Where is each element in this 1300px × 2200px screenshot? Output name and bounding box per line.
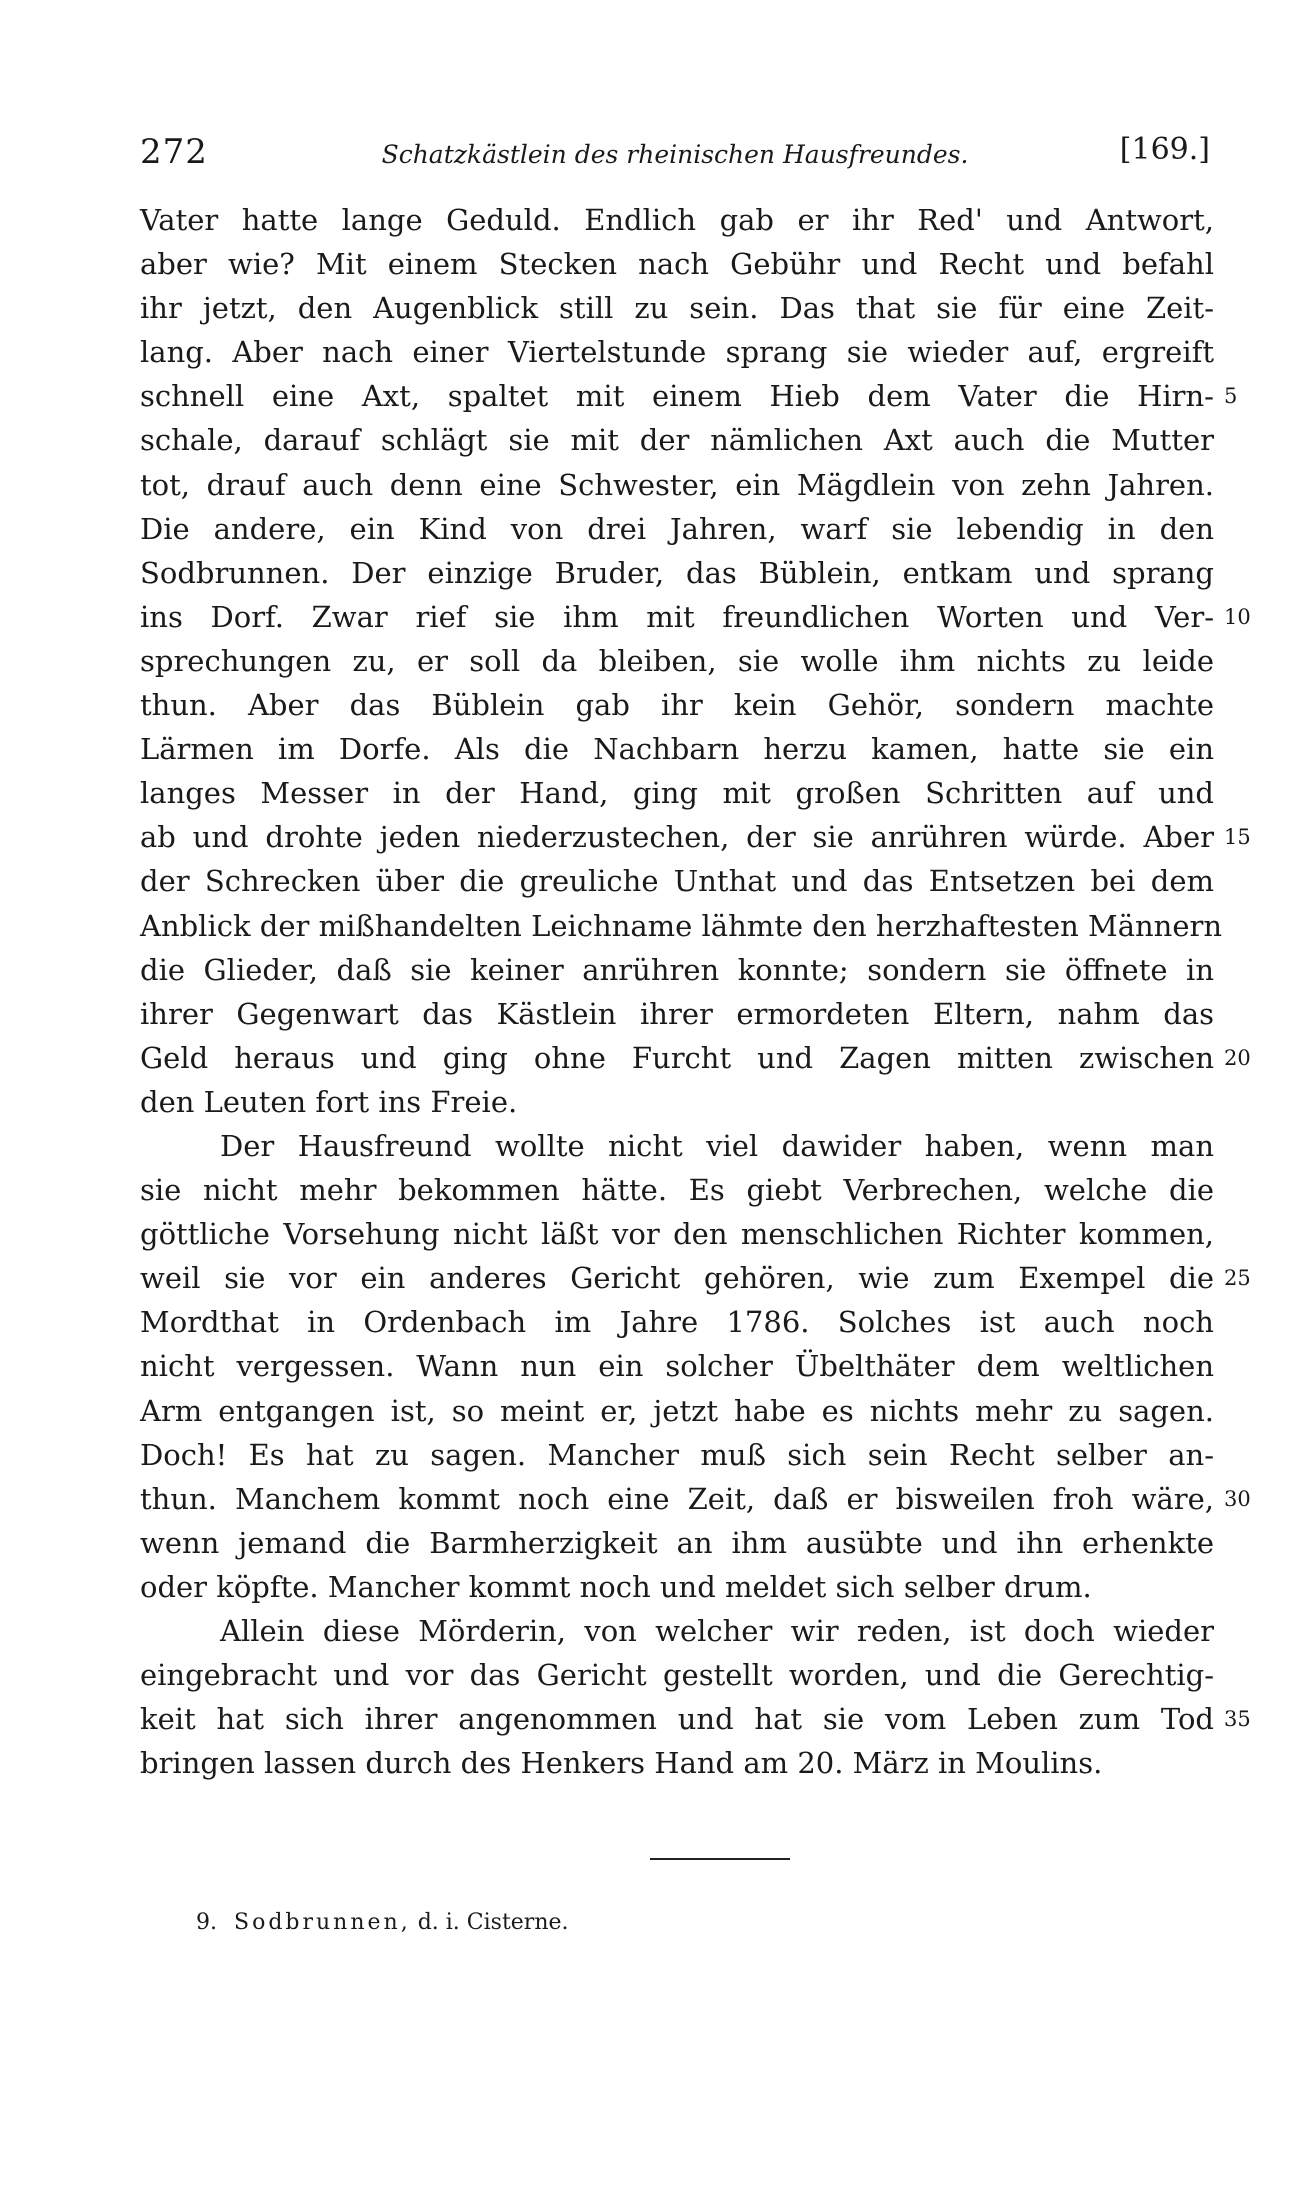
text-line [140, 1080, 1214, 1124]
text-line [140, 242, 1214, 286]
page-header [140, 132, 1210, 182]
line-text: Der Hausfreund wollte nicht viel dawider haben, wenn man [220, 1128, 1214, 1163]
text-line [140, 815, 1251, 859]
line-number: 10 [1224, 604, 1251, 629]
line-text: Geld heraus und ging ohne Furcht und Zagen mitten zwischen [140, 1040, 1214, 1075]
line-text: ins Dorf. Zwar rief sie ihm mit freundlichen Worten und Ver- [140, 599, 1214, 634]
text-line [140, 1300, 1214, 1344]
line-text: Allein diese Mörderin, von welcher wir reden, ist doch wieder [220, 1614, 1214, 1648]
line-text: die Glieder, daß sie keiner anrühren konnte; sondern sie öffnete in [140, 952, 1214, 987]
line-text: keit hat sich ihrer angenommen und hat sie vom Leben zum Tod [140, 1702, 1214, 1737]
text-line [140, 1389, 1214, 1433]
line-number: 25 [1224, 1266, 1251, 1291]
line-text: Arm entgangen ist, so meint er, jetzt habe es nichts mehr zu sagen. [140, 1393, 1214, 1428]
text-line [140, 418, 1214, 462]
text-line [140, 198, 1214, 242]
line-text: sie nicht mehr bekommen hätte. Es giebt Verbrechen, welche die [140, 1173, 1214, 1208]
text-line [140, 330, 1214, 374]
text-line [140, 374, 1238, 418]
line-text: ihr jetzt, den Augenblick still zu sein. Das that sie für eine Zeit- [140, 291, 1214, 326]
footnote-separator [650, 1858, 790, 1860]
text-line [140, 639, 1214, 683]
line-text: Sodbrunnen. Der einzige Bruder, das Büblein, entkam und sprang [140, 555, 1214, 590]
line-text: sprechungen zu, er soll da bleiben, sie wolle ihm nichts zu leide [140, 643, 1214, 678]
line-text: weil sie vor ein anderes Gericht gehören, wie zum Exempel die [140, 1261, 1214, 1296]
line-text: Mordthat in Ordenbach im Jahre 1786. Solches ist auch noch [140, 1305, 1214, 1340]
line-text: göttliche Vorsehung nicht läßt vor den menschlichen Richter kommen, [140, 1217, 1214, 1252]
line-text: tot, drauf auch denn eine Schwester, ein Mägdlein von zehn Jahren. [140, 467, 1214, 502]
text-line [140, 507, 1214, 551]
text-line [140, 1477, 1251, 1521]
line-text: Vater hatte lange Geduld. Endlich gab er ihr Red' und Antwort, [140, 203, 1214, 237]
line-number: 35 [1224, 1707, 1251, 1732]
text-line [140, 1168, 1214, 1212]
line-text: thun. Manchem kommt noch eine Zeit, daß er bisweilen froh wäre, [140, 1481, 1214, 1516]
line-text: langes Messer in der Hand, ging mit großen Schritten auf und [140, 776, 1214, 811]
text-line [140, 1741, 1214, 1785]
text-line [140, 286, 1214, 330]
footnote-term: Sodbrunnen, [234, 1910, 411, 1935]
text-line [140, 1521, 1214, 1565]
text-line [140, 683, 1214, 727]
text-line [140, 1124, 1214, 1168]
line-text: ihrer Gegenwart das Kästlein ihrer ermordeten Eltern, nahm das [140, 996, 1214, 1031]
page-number: 272 [140, 132, 208, 172]
text-line [140, 948, 1214, 992]
line-text: oder köpfte. Mancher kommt noch und meldet sich selber drum. [140, 1569, 1092, 1604]
line-text: eingebracht und vor das Gericht gestellt worden, und die Gerechtig- [140, 1658, 1214, 1693]
line-text: ab und drohte jeden niederzustechen, der sie anrühren würde. Aber [140, 820, 1214, 855]
text-line [140, 771, 1214, 815]
text-line [140, 595, 1251, 639]
footnote [196, 1910, 569, 1935]
text-line [140, 1212, 1214, 1256]
body-text [140, 198, 1251, 1785]
line-text: nicht vergessen. Wann nun ein solcher Übelthäter dem weltlichen [140, 1349, 1214, 1384]
line-number: 15 [1224, 825, 1251, 850]
line-text: thun. Aber das Büblein gab ihr kein Gehör, sondern machte [140, 688, 1214, 723]
line-number: 20 [1224, 1045, 1251, 1070]
text-line [140, 463, 1214, 507]
line-text: der Schrecken über die greuliche Unthat und das Entsetzen bei dem [140, 864, 1214, 899]
line-text: lang. Aber nach einer Viertelstunde sprang sie wieder auf, ergreift [140, 335, 1214, 370]
line-text: den Leuten fort ins Freie. [140, 1084, 518, 1119]
footnote-explanation: d. i. Cisterne. [417, 1910, 569, 1935]
line-text: bringen lassen durch des Henkers Hand am 20. März in Moulins. [140, 1746, 1103, 1781]
line-text: schale, darauf schlägt sie mit der nämlichen Axt auch die Mutter [140, 423, 1214, 458]
line-text: Lärmen im Dorfe. Als die Nachbarn herzu kamen, hatte sie ein [140, 732, 1214, 767]
line-text: schnell eine Axt, spaltet mit einem Hieb dem Vater die Hirn- [140, 379, 1214, 414]
text-line [140, 1433, 1214, 1477]
line-number: 30 [1224, 1486, 1251, 1511]
text-line [140, 904, 1223, 948]
line-text: aber wie? Mit einem Stecken nach Gebühr und Recht und befahl [140, 247, 1214, 282]
running-title: Schatzkästlein des rheinischen Hausfreundes. [381, 140, 969, 169]
line-text: Die andere, ein Kind von drei Jahren, warf sie lebendig in den [140, 511, 1214, 546]
line-text: Doch! Es hat zu sagen. Mancher muß sich sein Recht selber an- [140, 1437, 1214, 1472]
text-line [140, 1036, 1251, 1080]
text-line [140, 551, 1214, 595]
text-line [140, 727, 1214, 771]
text-line [140, 1697, 1251, 1741]
text-line [140, 1565, 1214, 1609]
section-reference: [169.] [1119, 132, 1210, 167]
line-text: Anblick der mißhandelten Leichname lähmte den herzhaftesten Männern [140, 908, 1223, 943]
text-line [140, 859, 1214, 903]
line-text: wenn jemand die Barmherzigkeit an ihm ausübte und ihn erhenkte [140, 1525, 1214, 1560]
text-line [140, 992, 1214, 1036]
text-line [140, 1344, 1214, 1388]
line-number: 5 [1224, 384, 1238, 409]
text-line [140, 1256, 1251, 1300]
footnote-number: 9. [196, 1910, 217, 1935]
text-line [140, 1609, 1214, 1653]
text-line [140, 1653, 1214, 1697]
